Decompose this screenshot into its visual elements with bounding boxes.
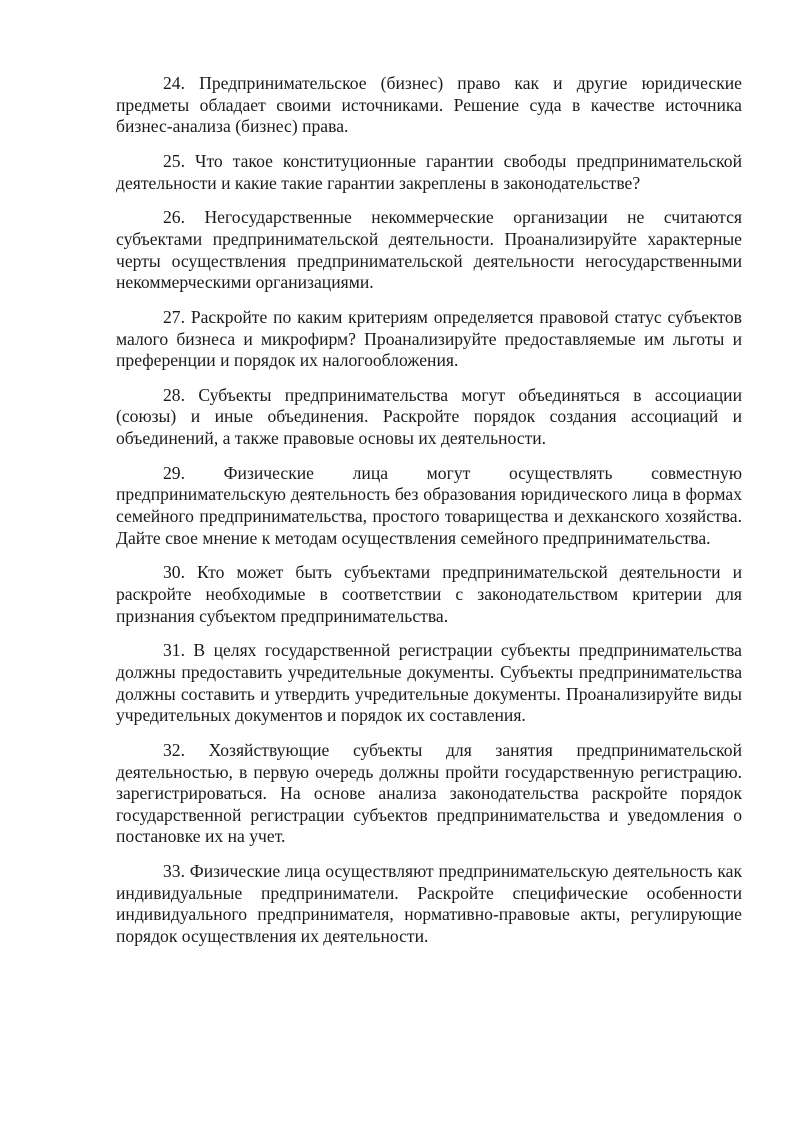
- paragraph-32: 32. Хозяйствующие субъекты для занятия предпринимательской деятельностью, в первую очередь должны пройти государственную регистрацию. зарегистрироваться. На основе анализа законодательства раскройте порядок государственной регистрации субъектов предпринимательства и уведомления о постановке их на учет.: [116, 739, 742, 847]
- paragraph-29: 29. Физические лица могут осуществлять совместную предпринимательскую деятельность без образования юридического лица в формах семейного предпринимательства, простого товарищества и дехканского хозяйства. Дайте свое мнение к методам осуществления семейного предпринимательства.: [116, 462, 742, 548]
- paragraph-27: 27. Раскройте по каким критериям определяется правовой статус субъектов малого бизнеса и микрофирм? Проанализируйте предоставляемые им льготы и преференции и порядок их налогообложения.: [116, 306, 742, 371]
- paragraph-26: 26. Негосударственные некоммерческие организации не считаются субъектами предпринимательской деятельности. Проанализируйте характерные черты осуществления предпринимательской деятельности негосударственными некоммерческими организациями.: [116, 207, 742, 293]
- paragraph-33: 33. Физические лица осуществляют предпринимательскую деятельность как индивидуальные предприниматели. Раскройте специфические особенности индивидуального предпринимателя, нормативно-правовые акты, регулирующие порядок осуществления их деятельности.: [116, 861, 742, 946]
- paragraph-30: 30. Кто может быть субъектами предпринимательской деятельности и раскройте необходимые в соответствии с законодательством критерии для признания субъектом предпринимательства.: [116, 562, 742, 626]
- paragraph-31: 31. В целях государственной регистрации субъекты предпринимательства должны предоставить учредительные документы. Субъекты предпринимательства должны составить и утвердить учредительные документы. Проанализируйте виды учредительных документов и порядок их составления.: [116, 640, 742, 726]
- paragraph-28: 28. Субъекты предпринимательства могут объединяться в ассоциации (союзы) и иные объединения. Раскройте порядок создания ассоциаций и объединений, а также правовые основы их деятельности.: [116, 384, 742, 449]
- paragraph-24: 24. Предпринимательское (бизнес) право как и другие юридические предметы обладает своими источниками. Решение суда в качестве источника бизнес-анализа (бизнес) права.: [116, 73, 742, 137]
- paragraph-25: 25. Что такое конституционные гарантии свободы предпринимательской деятельности и какие такие гарантии закреплены в законодательстве?: [116, 150, 742, 193]
- document-page: [116, 73, 742, 961]
